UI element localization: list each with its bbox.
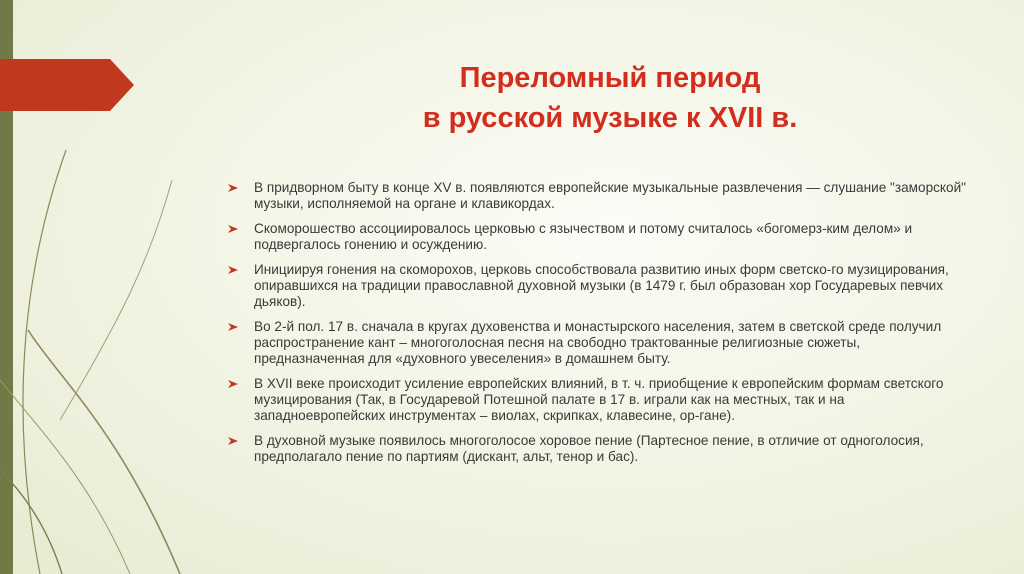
title-arrow-shape: [0, 59, 134, 111]
bullet-text: В придворном быту в конце XV в. появляются европейские музыкальные развлечения — слушание "заморской" музыки, исполняемой на органе и клавикордах.: [254, 180, 967, 211]
arrowhead-bullet-icon: [228, 380, 238, 388]
arrowhead-bullet-icon: [228, 184, 238, 192]
list-item: [226, 180, 974, 212]
list-item: [226, 376, 974, 424]
bullet-list: [226, 180, 974, 474]
list-item: [226, 262, 974, 310]
arrowhead-bullet-icon: [228, 225, 238, 233]
page-title: [290, 58, 930, 138]
list-item: [226, 433, 974, 465]
arrowhead-bullet-icon: [228, 266, 238, 274]
list-item: [226, 221, 974, 253]
title-line-1: Переломный период: [459, 62, 761, 94]
bullet-text: Инициируя гонения на скоморохов, церковь способствовала развитию иных форм светско-го музицирования, опиравшихся на традиции православной духовной музыки (в 1479 г. был образован хор Государевых певчих дьяков).: [254, 262, 949, 309]
bullet-text: В XVII веке происходит усиление европейских влияний, в т. ч. приобщение к европейским формам светского музицирования (Так, в Государевой Потешной палате в 17 в. играли как на местных, так и на западноевропейских инструментах – виолах, скрипках, клавесине, ор-гане).: [254, 376, 944, 423]
arrowhead-bullet-icon: [228, 437, 238, 445]
bullet-text: В духовной музыке появилось многоголосое хоровое пение (Партесное пение, в отличие от одноголосия, предполагало пение по партиям (дискант, альт, тенор и бас).: [254, 433, 924, 464]
arrowhead-bullet-icon: [228, 323, 238, 331]
bullet-text: Во 2-й пол. 17 в. сначала в кругах духовенства и монастырского населения, затем в светской среде получил распространение кант – многоголосная песня на свободно трактованные религиозные сюжеты, предназначенная для «духовного увеселения» в домашнем быту.: [254, 319, 942, 366]
bullet-text: Скоморошество ассоциировалось церковью с язычеством и потому считалось «богомерз-ким делом» и подвергалось гонению и осуждению.: [254, 221, 913, 252]
list-item: [226, 319, 974, 367]
title-line-2: в русской музыке к XVII в.: [422, 102, 798, 134]
